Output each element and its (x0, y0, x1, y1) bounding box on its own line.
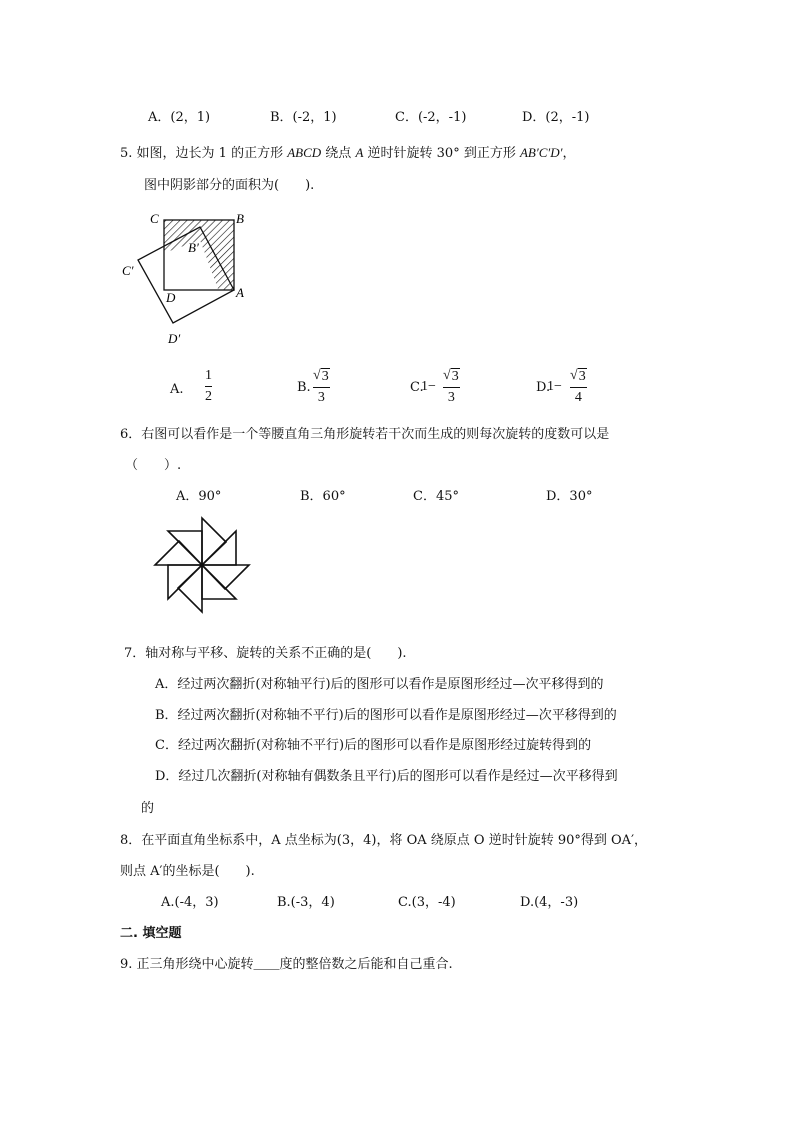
q8-option-c: C.(3，-4) (398, 895, 456, 910)
q6-stem-line2: （ ）. (125, 458, 182, 473)
q5-stem-line1: 5. 如图，边长为 1 的正方形 ABCD 绕点 A 逆时针旋转 30° 到正方形 AB′C′D′， (120, 145, 576, 161)
q9-stem: 9. 正三角形绕中心旋转＿＿度的整倍数之后能和自己重合. (120, 957, 453, 972)
label-a: A (236, 285, 244, 300)
pinwheel-triangle (202, 518, 226, 565)
q4-option-b: B．(-2，1) (270, 110, 337, 125)
q7-option-d-continued: 的 (141, 801, 155, 816)
label-b: B (236, 211, 244, 226)
label-c-prime: C′ (122, 263, 134, 278)
q5-option-a-label: A. (170, 382, 184, 397)
q6-option-a: A．90° (176, 489, 222, 504)
q5-option-c-prefix: 1− (421, 379, 436, 394)
q4-option-a: A．(2，1) (148, 110, 211, 125)
q8-option-d: D.(4，-3) (520, 895, 579, 910)
q5-option-d-fraction: √ 3 4 (570, 368, 586, 405)
pinwheel-triangle (202, 565, 249, 589)
pinwheel-triangle (155, 541, 202, 565)
q5-option-d-label: D. (536, 380, 551, 395)
q7-option-c: C．经过两次翻折(对称轴不平行)后的图形可以看作是原图形经过旋转得到的 (155, 738, 592, 753)
q5-option-a-fraction: 1 2 (205, 368, 212, 404)
q4-option-d: D．(2，-1) (522, 110, 590, 125)
q6-option-b: B．60° (300, 489, 346, 504)
section-title-fill-in: 二. 填空题 (120, 926, 182, 941)
q7-option-d: D．经过几次翻折(对称轴有偶数条且平行)后的图形可以看作是经过—次平移得到 (155, 769, 618, 784)
q5-option-c-fraction: √ 3 3 (443, 368, 459, 405)
q8-stem-line1: 8．在平面直角坐标系中，A 点坐标为(3，4)，将 OA 绕原点 O 逆时针旋转 90°得到 OA′， (120, 833, 648, 848)
q5-option-d-prefix: 1− (547, 379, 562, 394)
q5-option-b-label: B. (297, 380, 311, 395)
q8-option-a: A.(-4，3) (161, 895, 219, 910)
label-c: C (150, 211, 159, 226)
q6-pinwheel-figure (145, 515, 260, 615)
q4-option-c: C．(-2，-1) (395, 110, 467, 125)
q5-stem-line2: 图中阴影部分的面积为( ). (144, 178, 315, 193)
label-d-prime: D′ (168, 331, 181, 346)
q8-option-b: B.(-3，4) (277, 895, 335, 910)
label-b-prime: B′ (188, 240, 199, 255)
shaded-region (164, 220, 234, 291)
q5-option-c-label: C. (410, 380, 424, 395)
q8-stem-line2: 则点 A′的坐标是( ). (120, 864, 255, 879)
label-d: D (166, 290, 176, 305)
q5-option-b-fraction: √ 3 3 (313, 368, 329, 405)
q7-option-a: A．经过两次翻折(对称轴平行)后的图形可以看作是原图形经过—次平移得到的 (155, 677, 604, 692)
q5-rotated-squares-figure (110, 205, 260, 355)
q7-option-b: B．经过两次翻折(对称轴不平行)后的图形可以看作是原图形经过—次平移得到的 (155, 708, 617, 723)
q7-stem: 7．轴对称与平移、旋转的关系不正确的是( ). (124, 646, 407, 661)
q6-option-d: D．30° (546, 489, 593, 504)
pinwheel-triangle (178, 565, 202, 612)
q6-option-c: C．45° (413, 489, 459, 504)
q6-stem-line1: 6．右图可以看作是一个等腰直角三角形旋转若干次而生成的则每次旋转的度数可以是 (120, 427, 610, 442)
